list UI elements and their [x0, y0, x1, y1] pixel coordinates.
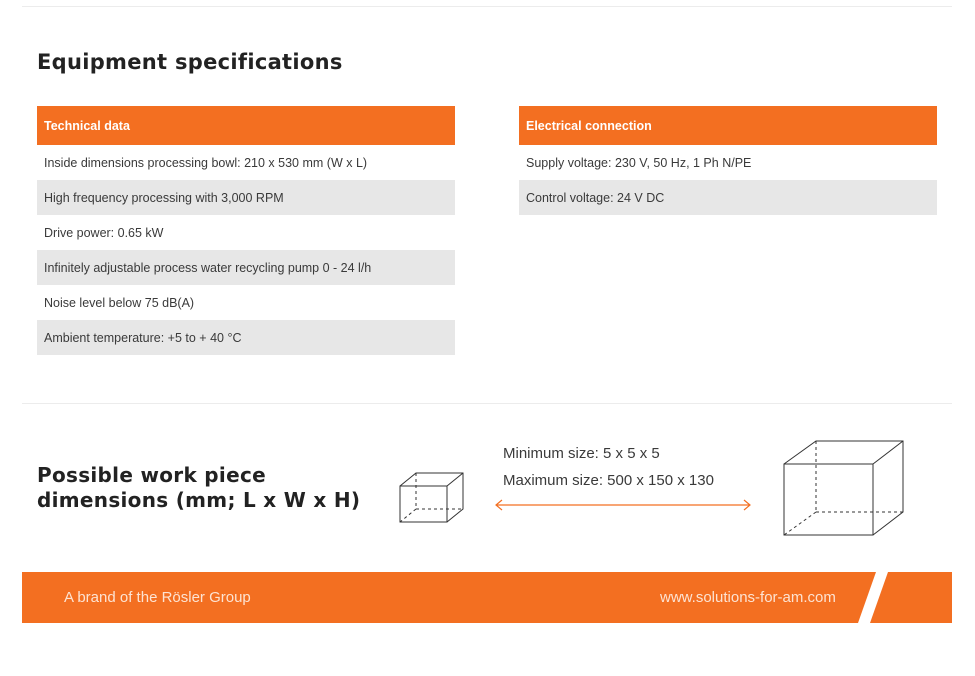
- technical-data-table: [37, 106, 455, 355]
- spec-row: Inside dimensions processing bowl: 210 x 530 mm (W x L): [37, 145, 455, 180]
- footer-banner: [22, 572, 952, 623]
- spec-row: Noise level below 75 dB(A): [37, 285, 455, 320]
- double-arrow-icon: [494, 498, 754, 512]
- spec-row: High frequency processing with 3,000 RPM: [37, 180, 455, 215]
- slash-decoration-icon: [858, 572, 888, 623]
- section-title: Equipment specifications: [37, 50, 343, 74]
- technical-data-header: Technical data: [37, 106, 455, 145]
- spec-row: Infinitely adjustable process water recycling pump 0 - 24 l/h: [37, 250, 455, 285]
- footer-brand: A brand of the Rösler Group: [64, 589, 251, 606]
- small-cube-icon: [397, 470, 467, 526]
- electrical-connection-table: [519, 106, 937, 215]
- spec-row: Supply voltage: 230 V, 50 Hz, 1 Ph N/PE: [519, 145, 937, 180]
- spec-row: Control voltage: 24 V DC: [519, 180, 937, 215]
- electrical-connection-header: Electrical connection: [519, 106, 937, 145]
- minimum-size: Minimum size: 5 x 5 x 5: [503, 445, 660, 462]
- spec-row: Ambient temperature: +5 to + 40 °C: [37, 320, 455, 355]
- section-divider: [22, 403, 952, 404]
- spec-row: Drive power: 0.65 kW: [37, 215, 455, 250]
- top-divider: [22, 6, 952, 7]
- maximum-size: Maximum size: 500 x 150 x 130: [503, 472, 714, 489]
- work-piece-title-line1: Possible work piece: [37, 463, 266, 487]
- work-piece-title-line2: dimensions (mm; L x W x H): [37, 488, 361, 512]
- footer-url-link[interactable]: www.solutions-for-am.com: [660, 589, 836, 606]
- large-cube-icon: [781, 438, 907, 538]
- work-piece-title: [37, 463, 360, 513]
